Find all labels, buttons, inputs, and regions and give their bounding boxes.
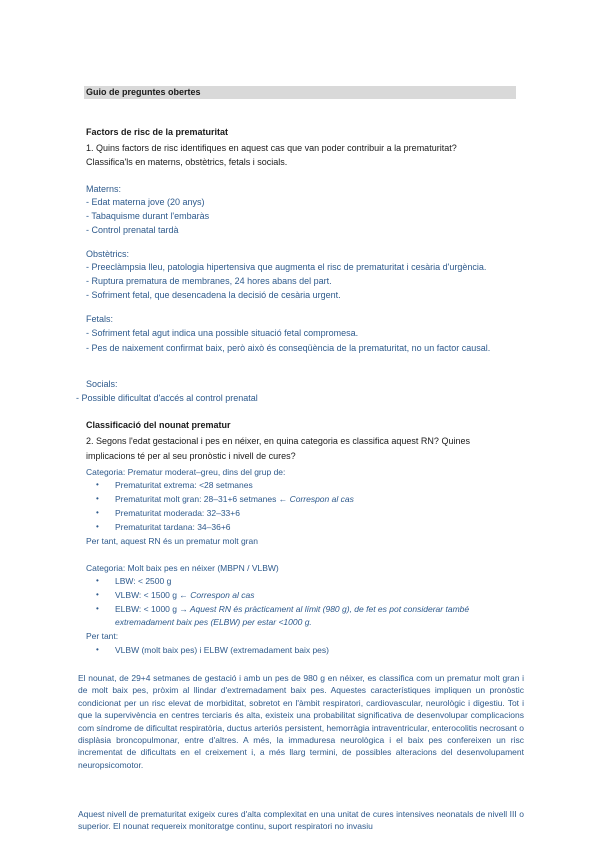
social-item: - Possible dificultat d'accés al control prenatal (76, 393, 258, 403)
category1-label: Categoria: Prematur moderat–greu, dins del grup de: (86, 467, 286, 477)
category2-item: ELBW: < 1000 g → Aquest RN és pràcticament al límit (980 g), de fet es pot considerar també (115, 604, 470, 614)
fetal-item: - Pes de naixement confirmat baix, però això és conseqüència de la prematuritat, no un factor causal. (86, 343, 491, 353)
section1-question-line1: 1. Quins factors de risc identifiques en aquest cas que van poder contribuir a la prematuritat? (86, 143, 457, 153)
bullet-icon: • (96, 480, 99, 489)
maternal-item: - Edat materna jove (20 anys) (86, 197, 205, 207)
section1-question-line2: Classifica'ls en materns, obstètrics, fetals i socials. (86, 157, 288, 167)
section1-heading: Factors de risc de la prematuritat (86, 127, 229, 137)
category1-item: Prematuritat tardana: 34–36+6 (115, 522, 231, 532)
bullet-icon: • (96, 590, 99, 599)
obstetric-item: - Preeclàmpsia lleu, patologia hipertensiva que augmenta el risc de prematuritat i cesària d'urgència. (86, 262, 487, 272)
category1-item: Prematuritat extrema: <28 setmanes (115, 480, 253, 490)
social-label: Socials: (86, 379, 118, 389)
section2-question-line2: implicacions té per al seu pronòstic i nivell de cures? (86, 451, 296, 461)
maternal-item: - Control prenatal tardà (86, 225, 179, 235)
elbw-note: → Aquest RN és pràcticament al límit (980 g), de fet es pot considerar també (179, 604, 470, 614)
elbw-note-continued: extremadament baix pes (ELBW) per estar <1000 g. (115, 617, 312, 627)
bullet-icon: • (96, 576, 99, 585)
section2-question-line1: 2. Segons l'edat gestacional i pes en néixer, en quina categoria es classifica aquest RN? Quines (86, 436, 470, 446)
category2-item: LBW: < 2500 g (115, 576, 172, 586)
fetal-item: - Sofriment fetal agut indica una possible situació fetal compromesa. (86, 328, 359, 338)
care-level-paragraph: Aquest nivell de prematuritat exigeix cures d'alta complexitat en una unitat de cures intensives neonatals de nivell III o superior. El nounat requereix monitoratge continu, suport respiratori no invasiu (78, 809, 524, 832)
maternal-item: - Tabaquisme durant l'embaràs (86, 211, 210, 221)
maternal-label: Materns: (86, 184, 122, 194)
category1-item: Prematuritat molt gran: 28–31+6 setmanes ← Correspon al cas (115, 494, 354, 504)
section2-heading: Classificació del nounat prematur (86, 420, 231, 430)
case-note: ← Correspon al cas (278, 494, 354, 504)
bullet-icon: • (96, 508, 99, 517)
category2-item: VLBW: < 1500 g ← Correspon al cas (115, 590, 255, 600)
bullet-icon: • (96, 645, 99, 654)
final-classification: VLBW (molt baix pes) i ELBW (extremadament baix pes) (115, 645, 329, 655)
pronosis-paragraph: El nounat, de 29+4 setmanes de gestació i amb un pes de 980 g en néixer, es classifica com un prematur molt gran i de molt baix pes, pròxim al llindar d'extremadament baix pes. Aquestes característiques impliquen un pronòstic condicionat per un risc elevat de morbiditat, sobretot en l'àmbit respiratori, cardiovascular, neurològic i digestiu. Tot i que la supervivència en centres terciaris és alta, existeix una probabilitat significativa de desenvolupar complicacions com síndrome de dificultat respiratòria, ductus arteriós persistent, hemorràgia intraventricular, enterocolitis necrosant o displàsia broncopulmonar, entre d'altres. A més, la immaduresa neurològica i el baix pes confereixen un risc incrementat de dificultats en el creixement i, a més llarg termini, de possibles alteracions del desenvolupament neuropsicomotor. (78, 673, 524, 770)
bullet-icon: • (96, 522, 99, 531)
obstetric-label: Obstètrics: (86, 249, 130, 259)
obstetric-item: - Ruptura prematura de membranes, 24 hores abans del part. (86, 276, 332, 286)
bullet-icon: • (96, 604, 99, 613)
guide-title-bar (84, 86, 516, 99)
category1-item: Prematuritat moderada: 32–33+6 (115, 508, 240, 518)
fetal-label: Fetals: (86, 314, 114, 324)
obstetric-item: - Sofriment fetal, que desencadena la decisió de cesària urgent. (86, 290, 341, 300)
category2-label: Categoria: Molt baix pes en néixer (MBPN / VLBW) (86, 563, 279, 573)
category1-conclusion: Per tant, aquest RN és un prematur molt gran (86, 536, 258, 546)
guide-title: Guio de preguntes obertes (86, 87, 201, 97)
bullet-icon: • (96, 494, 99, 503)
therefore-label: Per tant: (86, 631, 119, 641)
case-note: ← Correspon al cas (179, 590, 255, 600)
